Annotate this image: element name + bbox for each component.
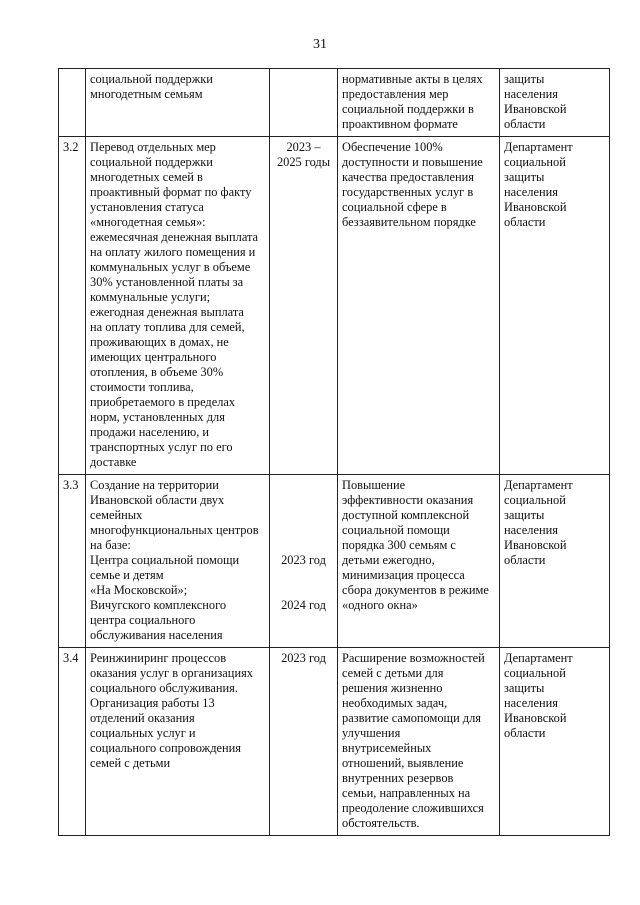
text-line: обстоятельств. — [342, 816, 420, 830]
text-line: семейных — [90, 508, 143, 522]
text-line: преодоление сложившихся — [342, 801, 484, 815]
text-line: области — [504, 726, 546, 740]
text-line: Департамент — [504, 651, 573, 665]
text-line: Департамент — [504, 140, 573, 154]
term-second: 2024 год — [281, 598, 326, 612]
table-row-3-2 — [59, 137, 610, 475]
text-line: Ивановской — [504, 102, 567, 116]
text-line: проживающих в домах, не — [90, 335, 229, 349]
text-line: Вичугского комплексного — [90, 598, 227, 612]
text-line: оказания услуг в организациях — [90, 666, 253, 680]
text-line: населения — [504, 87, 558, 101]
text-line: эффективности оказания — [342, 493, 474, 507]
text-line: минимизация процесса — [342, 568, 465, 582]
text-line: Расширение возможностей — [342, 651, 485, 665]
text-line: 2023 год — [281, 651, 326, 665]
text-line: установления статуса — [90, 200, 204, 214]
cell-number: 3.3 — [59, 475, 86, 648]
text-line: на базе: — [90, 538, 131, 552]
text-line: социального сопровождения — [90, 741, 241, 755]
text-line: нормативные акты в целях — [342, 72, 483, 86]
text-line: защиты — [504, 681, 545, 695]
cell-responsible — [500, 648, 610, 836]
text-line: Реинжиниринг процессов — [90, 651, 227, 665]
text-line: 30% установленной платы за — [90, 275, 244, 289]
text-line: доставке — [90, 455, 137, 469]
text-line: на оплату жилого помещения и — [90, 245, 256, 259]
cell-number — [59, 69, 86, 137]
cell-term — [270, 648, 338, 836]
text-line: Организация работы 13 — [90, 696, 215, 710]
cell-expected-result — [338, 648, 500, 836]
text-line: на оплату топлива для семей, — [90, 320, 245, 334]
text-line: защиты — [504, 508, 545, 522]
text-line: социальной — [504, 666, 566, 680]
table-row-continuation — [59, 69, 610, 137]
text-line: семей с детьми — [90, 756, 171, 770]
text-line: социального обслуживания. — [90, 681, 238, 695]
page-number: 31 — [313, 37, 327, 52]
cell-measure-name — [86, 137, 270, 475]
text-line: внутренних резервов — [342, 771, 454, 785]
text-line: социальной — [504, 493, 566, 507]
text-line: Ивановской — [504, 200, 567, 214]
text-line: Ивановской — [504, 711, 567, 725]
text-line: 2023 – — [286, 140, 321, 154]
text-line: «одного окна» — [342, 598, 418, 612]
text-line: норм, установленных для — [90, 410, 225, 424]
text-line: доступности и повышение — [342, 155, 483, 169]
text-line: «На Московской»; — [90, 583, 188, 597]
text-line: коммунальные услуги; — [90, 290, 211, 304]
text-line: порядка 300 семьям с — [342, 538, 456, 552]
cell-expected-result — [338, 69, 500, 137]
cell-measure-name — [86, 69, 270, 137]
text-line: семей с детьми для — [342, 666, 444, 680]
text-line: области — [504, 553, 546, 567]
text-line: приобретаемого в пределах — [90, 395, 236, 409]
text-line: защиты — [504, 72, 545, 86]
text-line: 2025 годы — [276, 155, 331, 169]
text-line: транспортных услуг по его — [90, 440, 233, 454]
text-line: детьми ежегодно, — [342, 553, 435, 567]
text-line: продажи населению, и — [90, 425, 210, 439]
text-line: предоставления мер — [342, 87, 449, 101]
text-line: коммунальных услуг в объеме — [90, 260, 251, 274]
text-line: социальной помощи — [342, 523, 450, 537]
text-line: социальной сфере в — [342, 200, 447, 214]
text-line: качества предоставления — [342, 170, 474, 184]
cell-measure-name — [86, 648, 270, 836]
text-line: социальной поддержки в — [342, 102, 474, 116]
cell-term — [270, 137, 338, 475]
text-line: развитие самопомощи для — [342, 711, 481, 725]
text-line: Департамент — [504, 478, 573, 492]
text-line: населения — [504, 696, 558, 710]
text-line: социальной поддержки — [90, 72, 213, 86]
text-line: ежегодная денежная выплата — [90, 305, 244, 319]
text-line: государственных услуг в — [342, 185, 474, 199]
text-line: социальной поддержки — [90, 155, 213, 169]
text-line: центра социального — [90, 613, 196, 627]
measures-table — [58, 68, 610, 836]
text-line: имеющих центрального — [90, 350, 217, 364]
text-line: семье и детям — [90, 568, 164, 582]
cell-number: 3.4 — [59, 648, 86, 836]
cell-expected-result — [338, 137, 500, 475]
text-line: «многодетная семья»: — [90, 215, 206, 229]
text-line: Ивановской области двух — [90, 493, 225, 507]
cell-term — [270, 69, 338, 137]
text-line: защиты — [504, 170, 545, 184]
cell-responsible — [500, 69, 610, 137]
term-first: 2023 год — [281, 553, 326, 567]
text-line: отопления, в объеме 30% — [90, 365, 224, 379]
text-line: решения жизненно — [342, 681, 443, 695]
text-line: социальных услуг и — [90, 726, 196, 740]
text-line: проактивном формате — [342, 117, 458, 131]
text-line: Перевод отдельных мер — [90, 140, 216, 154]
text-line: стоимости топлива, — [90, 380, 194, 394]
text-line: беззаявительном порядке — [342, 215, 476, 229]
text-line: обслуживания населения — [90, 628, 223, 642]
text-line: многофункциональных центров — [90, 523, 259, 537]
cell-responsible — [500, 137, 610, 475]
text-line: многодетным семьям — [90, 87, 203, 101]
text-line: отношений, выявление — [342, 756, 464, 770]
text-line: необходимых задач, — [342, 696, 448, 710]
text-line: Повышение — [342, 478, 406, 492]
table-row-3-4 — [59, 648, 610, 836]
cell-number: 3.2 — [59, 137, 86, 475]
text-line: внутрисемейных — [342, 741, 432, 755]
text-line: Центра социальной помощи — [90, 553, 240, 567]
cell-measure-name — [86, 475, 270, 648]
text-line: доступной комплексной — [342, 508, 470, 522]
text-line: многодетных семей в — [90, 170, 203, 184]
text-line: социальной — [504, 155, 566, 169]
table-row-3-3 — [59, 475, 610, 648]
text-line: Ивановской — [504, 538, 567, 552]
cell-term — [270, 475, 338, 648]
cell-responsible — [500, 475, 610, 648]
text-line: сбора документов в режиме — [342, 583, 489, 597]
text-line: Создание на территории — [90, 478, 219, 492]
text-line: ежемесячная денежная выплата — [90, 230, 259, 244]
text-line: отделений оказания — [90, 711, 195, 725]
text-line: населения — [504, 185, 558, 199]
text-line: области — [504, 117, 546, 131]
text-line: Обеспечение 100% — [342, 140, 443, 154]
text-line: области — [504, 215, 546, 229]
text-line: семьи, направленных на — [342, 786, 471, 800]
cell-expected-result — [338, 475, 500, 648]
text-line: проактивный формат по факту — [90, 185, 252, 199]
text-line: улучшения — [342, 726, 401, 740]
text-line: населения — [504, 523, 558, 537]
